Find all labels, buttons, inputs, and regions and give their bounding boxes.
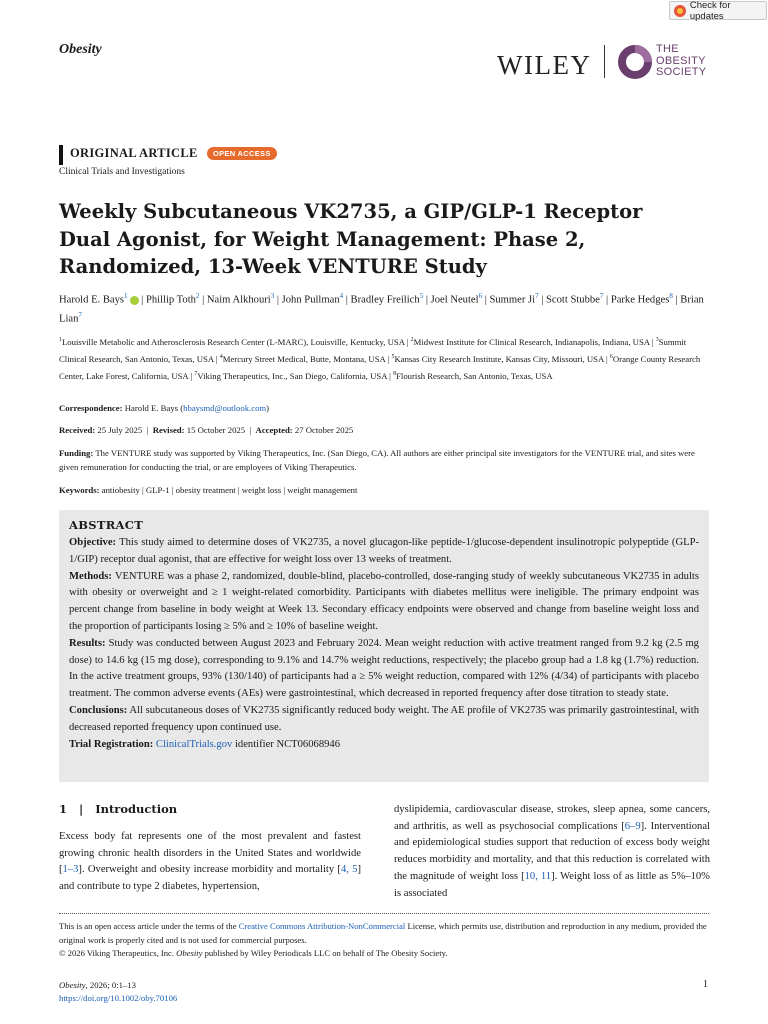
methods-text: VENTURE was a phase 2, randomized, double-blind, placebo-controlled, dose-ranging study of weekly subcutaneous VK2735 in adults with obesity or overweight and ≥ 1 weight-related comorbidity. Participants with diabetes mellitus were ineligible. The primary endpoint was percent change from baseline in body weight at Week 13. Secondary efficacy endpoints were observed and change from baseline weight loss and the proportion of participants losing ≥ 5% and ≥ 10% of baseline weight.	[69, 570, 699, 632]
funding-text: The VENTURE study was supported by Viking Therapeutics, Inc. (San Diego, CA). All authors are either principal site investigators for the VENTURE trial, and sites were given remuneration for conducting the trial, or are employees of Viking Therapeutics.	[59, 448, 695, 472]
funding-label: Funding:	[59, 448, 94, 458]
license-text-b: License, which permits use, distribution and reproduction in any medium, provided the original work is properly cited and is not used for commercial purposes.	[59, 921, 707, 945]
accepted-date: 27 October 2025	[294, 425, 354, 435]
check-for-updates-label: Check for updates	[689, 0, 731, 22]
keywords	[59, 483, 357, 497]
open-access-badge: OPEN ACCESS	[207, 147, 277, 160]
affiliation-number: 3	[655, 337, 659, 343]
received-label: Received:	[59, 425, 96, 435]
author-list: Harold E. Bays$^1$ | Phillip Toth$^2$ | Naim Alkhouri$^3$ | John Pullman$^4$ | Bradley Freilich$^5$ | Joel Neutel$^6$ | Summer Ji$^7$ | Scott Stubbe$^7$ | Parke Hedges$^8$ | Brian Lian$^7$	[59, 292, 704, 325]
article-type-bar	[59, 145, 63, 165]
intro-text-3: ] and contribute to type 2 diabetes, hypertension,	[59, 864, 361, 893]
keywords-text: antiobesity | GLP-1 | obesity treatment | weight loss | weight management	[101, 485, 358, 495]
article-dates: Received: 25 July 2025 | Revised: 15 October 2025 | Accepted: 27 October 2025	[59, 425, 354, 435]
copyright-journal: Obesity	[176, 948, 203, 958]
abstract-trial-registration	[69, 737, 699, 754]
author-affiliation-number: 3	[270, 292, 275, 300]
intro-text-6: ]. Weight loss of as little as 5%–10% is associated	[394, 870, 710, 899]
footer-journal: Obesity	[59, 980, 86, 990]
affiliation-number: 6	[609, 353, 613, 360]
article-title: Weekly Subcutaneous VK2735, a GIP/GLP-1 Receptor Dual Agonist, for Weight Management: Phase 2, Randomized, 13-Week VENTURE Study	[59, 200, 643, 278]
license-text-a: This is an open access article under the terms of the	[59, 921, 239, 931]
citation-link[interactable]: 4, 5	[340, 864, 358, 876]
society-line-3: SOCIETY	[656, 66, 707, 78]
affiliation: Flourish Research, San Antonio, Texas, USA	[396, 370, 553, 381]
citation-link[interactable]: 6–9	[624, 820, 641, 832]
correspondence-name: Harold E. Bays	[124, 403, 179, 413]
affiliation: Midwest Institute for Clinical Research, Indianapolis, Indiana, USA	[413, 336, 650, 347]
author-affiliation-number: 5	[419, 292, 424, 300]
intro-right-column	[394, 802, 710, 902]
author[interactable]: Joel Neutel	[430, 294, 479, 306]
abstract-methods	[69, 569, 699, 636]
affiliation: Louisville Metabolic and Atherosclerosis Research Center (L-MARC), Louisville, Kentucky, USA	[62, 336, 405, 347]
affiliations: $^1$Louisville Metabolic and Atherosclerosis Research Center (L-MARC), Louisville, Kentucky, USA | $^2$Midwest Institute for Clinical Research, Indianapolis, Indiana, USA | $^3$Summit Clinical Research, San Antonio, Texas, USA | $^4$Mercury Street Medical, Butte, Montana, USA | $^5$Kansas City Research Institute, Kansas City, Missouri, USA | $^6$Orange County Research Center, Lake Forest, California, USA | $^7$Viking Therapeutics, Inc., San Diego, California, USA | $^8$Flourish Research, San Antonio, Texas, USA	[59, 336, 701, 381]
author-affiliation-number: 2	[195, 292, 200, 300]
copyright-b: published by Wiley Periodicals LLC on behalf of The Obesity Society.	[202, 948, 448, 958]
intro-text-4: dyslipidemia, cardiovascular disease, strokes, sleep apnea, some cancers, and arthritis, as well as psychosocial complications [	[394, 804, 710, 832]
affiliation: Orange County Research Center, Lake Forest, California, USA	[59, 353, 701, 381]
funding-statement	[59, 446, 709, 474]
obesity-society-logo-icon	[617, 44, 653, 80]
received-date: 25 July 2025	[97, 425, 143, 435]
author-affiliation-number: 6	[478, 292, 483, 300]
footer-citation-text: , 2026; 0:1–13	[85, 980, 136, 990]
author-affiliation-number: 7	[599, 292, 604, 300]
affiliation-number: 4	[219, 353, 223, 360]
author-affiliation-number: 8	[669, 292, 673, 300]
conclusions-label: Conclusions:	[69, 704, 128, 716]
affiliation: Viking Therapeutics, Inc., San Diego, California, USA	[197, 370, 387, 381]
article-type: ORIGINAL ARTICLE	[70, 146, 198, 160]
correspondence: Correspondence: Harold E. Bays (hbaysmd@outlook.com)	[59, 403, 270, 413]
footer-citation	[59, 979, 177, 992]
license-divider	[59, 913, 709, 914]
wiley-logo: WILEY	[497, 50, 592, 80]
author[interactable]: Naim Alkhouri	[206, 294, 271, 306]
abstract-results	[69, 636, 699, 703]
abstract-heading: ABSTRACT	[69, 518, 144, 532]
society-line-1: THE	[656, 43, 679, 55]
citation-link[interactable]: 10, 11	[524, 870, 552, 882]
affiliation-number: 5	[391, 353, 395, 360]
author-affiliation-number: 7	[78, 311, 82, 320]
abstract-conclusions	[69, 703, 699, 737]
obesity-society-wordmark	[656, 44, 706, 79]
revised-date: 15 October 2025	[186, 425, 246, 435]
affiliation: Mercury Street Medical, Butte, Montana, USA	[222, 353, 386, 364]
author[interactable]: Phillip Toth	[145, 294, 196, 306]
citation-link[interactable]: 1–3	[62, 864, 79, 876]
affiliation: Kansas City Research Institute, Kansas City, Missouri, USA	[394, 353, 604, 364]
objective-text: This study aimed to determine doses of VK2735, a novel glucagon-like peptide-1/glucose-dependent insulinotropic polypeptide (GLP-1/GIP) receptor dual agonist, that are effective for weight loss over 13 weeks of treatment.	[69, 537, 699, 565]
copyright	[59, 947, 709, 961]
keywords-label: Keywords:	[59, 485, 100, 495]
author[interactable]: Brian Lian	[59, 294, 704, 325]
affiliation-number: 1	[59, 337, 62, 343]
accepted-label: Accepted:	[255, 425, 293, 435]
crossmark-icon	[674, 5, 686, 17]
abstract-objective	[69, 535, 699, 569]
author[interactable]: Scott Stubbe	[546, 294, 600, 306]
logo-divider	[604, 45, 605, 78]
check-for-updates-button[interactable]	[669, 1, 767, 20]
intro-text-1: Excess body fat represents one of the most prevalent and fastest growing chronic health disorders in the United States and worldwide [	[59, 831, 361, 876]
author[interactable]: John Pullman	[281, 294, 340, 306]
affiliation: Summit Clinical Research, San Antonio, Texas, USA	[59, 336, 687, 364]
author-affiliation-number: 7	[535, 292, 539, 300]
page-footer	[59, 979, 177, 1005]
author-affiliation-number: 4	[339, 292, 344, 300]
affiliation-number: 2	[410, 337, 414, 343]
results-text: Study was conducted between August 2023 and February 2024. Mean weight reduction with active treatment ranged from 9.2 kg (2.5 mg dose) to 14.6 kg (15 mg dose), corresponding to 9.1% and 14.7% weight reductions, respectively; the placebo group had a 1.8 kg (1.7%) reduction. In the active treatment groups, 93% (130/140) of participants had a ≥ 5% weight reduction, compared with 12% (4/34) of participants with placebo treatment. The common adverse events (AEs) were gastrointestinal, which decreased in reported frequency after dose titration to steady state.	[69, 637, 699, 700]
correspondence-email-link[interactable]: hbaysmd@outlook.com	[183, 403, 267, 413]
cc-license-link[interactable]: Creative Commons Attribution-NonCommercial	[238, 921, 406, 931]
author[interactable]: Summer Ji	[489, 294, 536, 306]
intro-left-column	[59, 829, 361, 896]
author[interactable]: Harold E. Bays	[59, 294, 125, 306]
license-text	[59, 920, 709, 947]
license-notice	[59, 920, 709, 961]
intro-text-5: ]. Interventional and epidemiological studies support that reduction of excess body weight reduces morbidity and mortality, and that this reduction is correlated with the magnitude of weight loss [	[394, 820, 710, 882]
copyright-a: © 2026 Viking Therapeutics, Inc.	[59, 948, 177, 958]
intro-text-2: ]. Overweight and obesity increase morbidity and mortality [	[78, 864, 341, 876]
author[interactable]: Bradley Freilich	[350, 294, 420, 306]
affiliation-number: 8	[393, 370, 397, 377]
correspondence-label: Correspondence:	[59, 403, 123, 413]
author[interactable]: Parke Hedges	[610, 294, 670, 306]
affiliation-number: 7	[194, 370, 198, 377]
clinicaltrials-link[interactable]: ClinicalTrials.gov	[155, 738, 233, 750]
abstract-body	[69, 535, 699, 753]
conclusions-text: All subcutaneous doses of VK2735 significantly reduced body weight. The AE profile of VK2735 was primarily gastrointestinal, with decreased reported frequency upon continued use.	[69, 704, 699, 733]
orcid-icon[interactable]	[130, 296, 139, 305]
trial-identifier: identifier NCT06068946	[232, 738, 341, 750]
revised-label: Revised:	[152, 425, 185, 435]
results-label: Results:	[69, 637, 106, 649]
methods-label: Methods:	[69, 570, 112, 582]
trial-label: Trial Registration:	[69, 738, 154, 750]
journal-name: Obesity	[59, 42, 102, 57]
objective-label: Objective:	[69, 537, 117, 548]
article-category: Clinical Trials and Investigations	[59, 167, 185, 177]
page-number: 1	[703, 979, 708, 990]
society-line-2: OBESITY	[656, 54, 706, 67]
doi-link[interactable]: https://doi.org/10.1002/oby.70106	[59, 993, 178, 1003]
section-heading-introduction: 1 | Introduction	[59, 802, 178, 816]
author-affiliation-number: 1	[124, 292, 128, 300]
